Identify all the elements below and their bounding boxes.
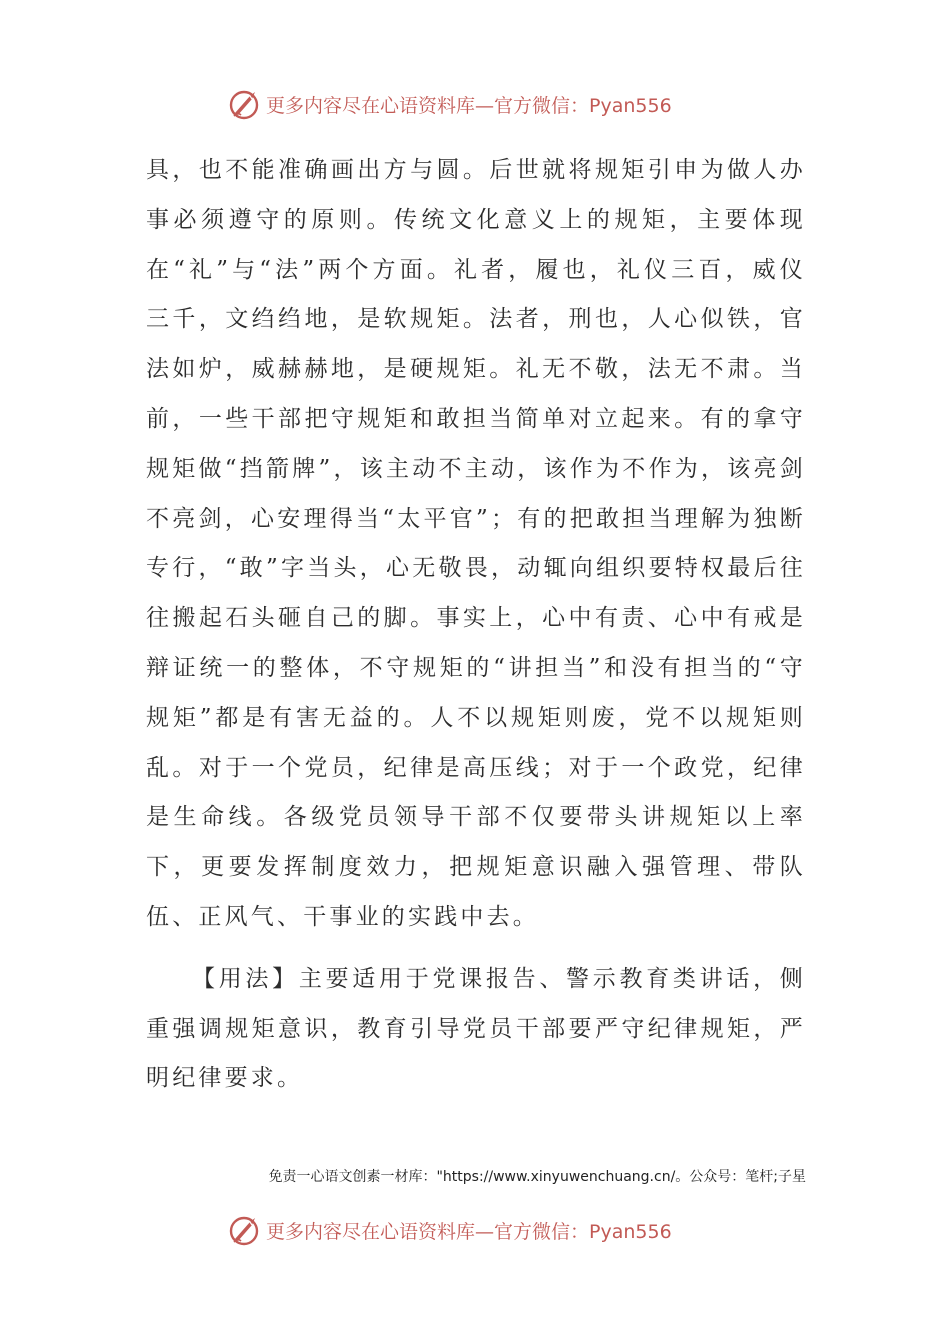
wechat-id: Pyan556 xyxy=(589,94,672,117)
fountain-pen-logo-icon xyxy=(226,86,262,122)
disclaimer-note: 免责一心语文创素一材库："https://www.xinyuwenchuang.cn/。公众号：笔杆;子星 xyxy=(268,1169,806,1185)
footer-banner xyxy=(226,1208,746,1252)
fountain-pen-logo-icon xyxy=(226,1212,262,1248)
banner-text: 更多内容尽在心语资料库—官方微信：Pyan556 xyxy=(266,94,672,117)
document-body xyxy=(146,146,806,1104)
paragraph-usage: 【用法】主要适用于党课报告、警示教育类讲话，侧重强调规矩意识，教育引导党员干部要严守纪律规矩，严明纪律要求。 xyxy=(146,965,806,1092)
header-banner xyxy=(226,82,746,126)
paragraph-main: 具，也不能准确画出方与圆。后世就将规矩引申为做人办事必须遵守的原则。传统文化意义上的规矩，主要体现在“礼”与“法”两个方面。礼者，履也，礼仪三百，威仪三千，文绉绉地，是软规矩。法者，刑也，人心似铁，官法如炉，威赫赫地，是硬规矩。礼无不敬，法无不肃。当前，一些干部把守规矩和敢担当简单对立起来。有的拿守规矩做“挡箭牌”，该主动不主动，该作为不作为，该亮剑不亮剑，心安理得当“太平官”；有的把敢担当理解为独断专行，“敢”字当头，心无敬畏，动辄向组织要特权最后往往搬起石头砸自己的脚。事实上，心中有责、心中有戒是辩证统一的整体，不守规矩的“讲担当”和没有担当的“守规矩”都是有害无益的。人不以规矩则废，党不以规矩则乱。对于一个党员，纪律是高压线；对于一个政党，纪律是生命线。各级党员领导干部不仅要带头讲规矩以上率下，更要发挥制度效力，把规矩意识融入强管理、带队伍、正风气、干事业的实践中去。 xyxy=(146,157,806,930)
banner-text: 更多内容尽在心语资料库—官方微信：Pyan556 xyxy=(266,1220,672,1243)
wechat-id: Pyan556 xyxy=(589,1220,672,1243)
